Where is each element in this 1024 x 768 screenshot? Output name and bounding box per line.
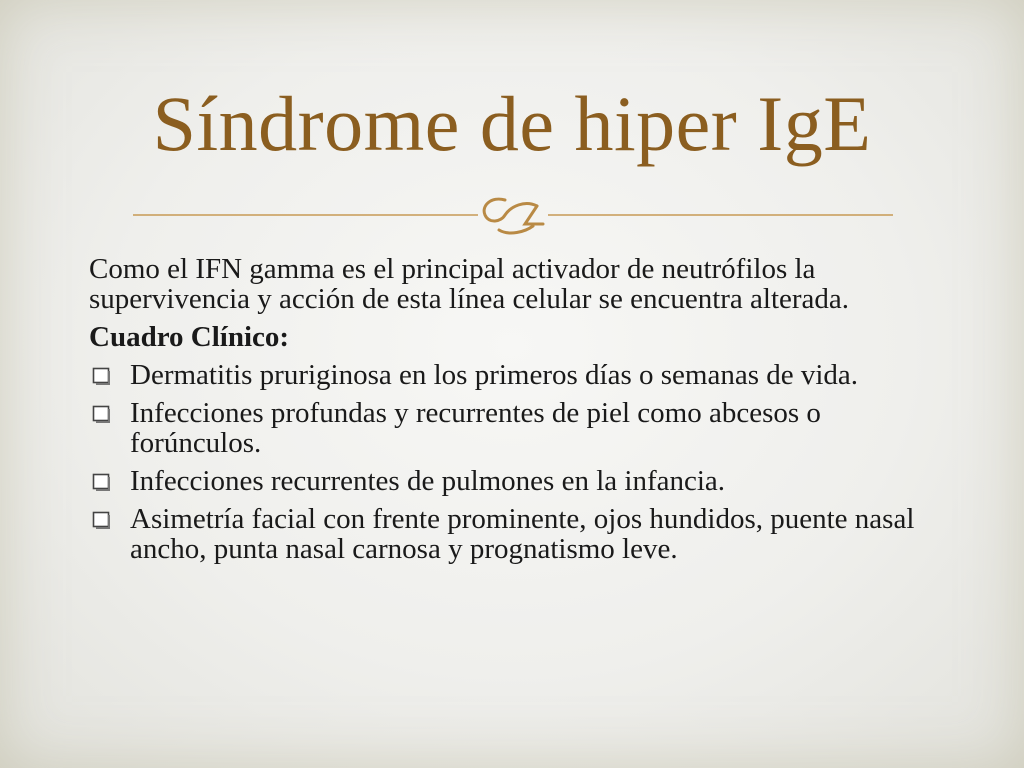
slide-title: Síndrome de hiper IgE: [152, 80, 872, 167]
list-item: [89, 398, 949, 458]
intro-paragraph: Como el IFN gamma es el principal activador de neutrófilos la supervivencia y acción de esta línea celular se encuentra alterada.: [89, 253, 850, 315]
bullet-list: [89, 360, 949, 564]
list-item-text: Dermatitis pruriginosa en los primeros días o semanas de vida.: [130, 359, 859, 391]
list-item: [89, 360, 949, 390]
list-item-text: Infecciones profundas y recurrentes de piel como abcesos o forúnculos.: [130, 397, 821, 459]
list-item-text: Infecciones recurrentes de pulmones en la infancia.: [130, 465, 726, 497]
checkbox-square-icon: [91, 404, 113, 424]
list-item-text: Asimetría facial con frente prominente, ojos hundidos, puente nasal ancho, punta nasal carnosa y prognatismo leve.: [130, 503, 915, 565]
slide-content: [89, 254, 949, 572]
checkbox-square-icon: [91, 510, 113, 530]
flourish-ornament-icon: [133, 186, 893, 246]
checkbox-square-icon: [91, 366, 113, 386]
checkbox-square-icon: [91, 472, 113, 492]
list-item: [89, 504, 949, 564]
list-item: [89, 466, 949, 496]
section-heading: Cuadro Clínico:: [89, 321, 290, 353]
